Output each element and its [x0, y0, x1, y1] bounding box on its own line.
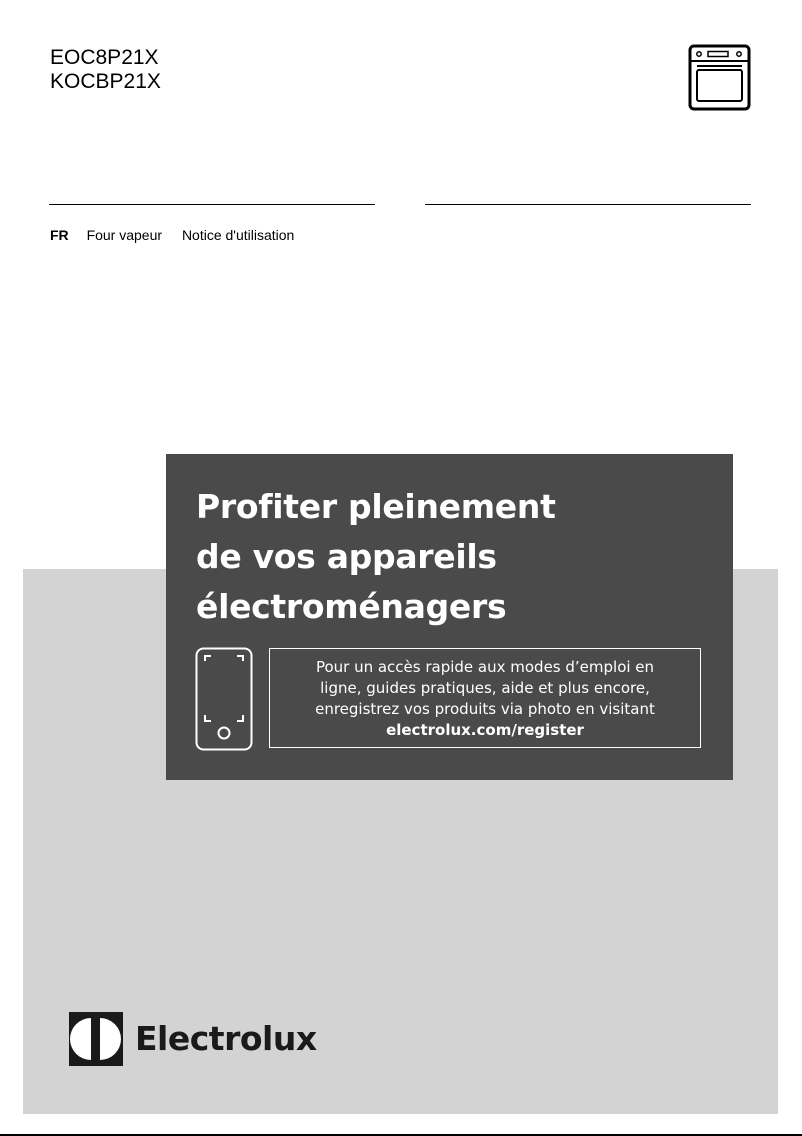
phone-scan-icon: [195, 647, 253, 751]
oven-icon: [688, 44, 751, 111]
product-type: Four vapeur: [86, 227, 163, 243]
model-numbers: [50, 46, 161, 94]
model-number: KOCBP21X: [50, 70, 161, 93]
info-line: ligne, guides pratiques, aide et plus encore,: [320, 679, 650, 697]
model-number: EOC8P21X: [50, 46, 159, 69]
register-url-link[interactable]: electrolux.com/register: [386, 721, 584, 739]
document-subtitle: [50, 227, 294, 243]
banner-title-line: Profiter pleinement: [196, 487, 556, 526]
banner-title: [196, 482, 556, 632]
brand-logo: [69, 1012, 317, 1068]
banner-title-line: de vos appareils: [196, 537, 497, 576]
info-line: Pour un accès rapide aux modes d’emploi en: [315, 658, 655, 676]
register-info-box: [269, 648, 701, 748]
info-line: enregistrez vos produits via photo en visitant: [315, 700, 655, 718]
language-code: FR: [50, 227, 69, 243]
electrolux-logo-icon: [69, 1012, 123, 1066]
header-divider-right: [425, 204, 751, 205]
brand-name: Electrolux: [135, 1019, 317, 1058]
header-divider-left: [49, 204, 375, 205]
banner-title-line: électroménagers: [196, 587, 507, 626]
document-type: Notice d'utilisation: [181, 227, 295, 243]
registration-banner: [166, 454, 733, 780]
